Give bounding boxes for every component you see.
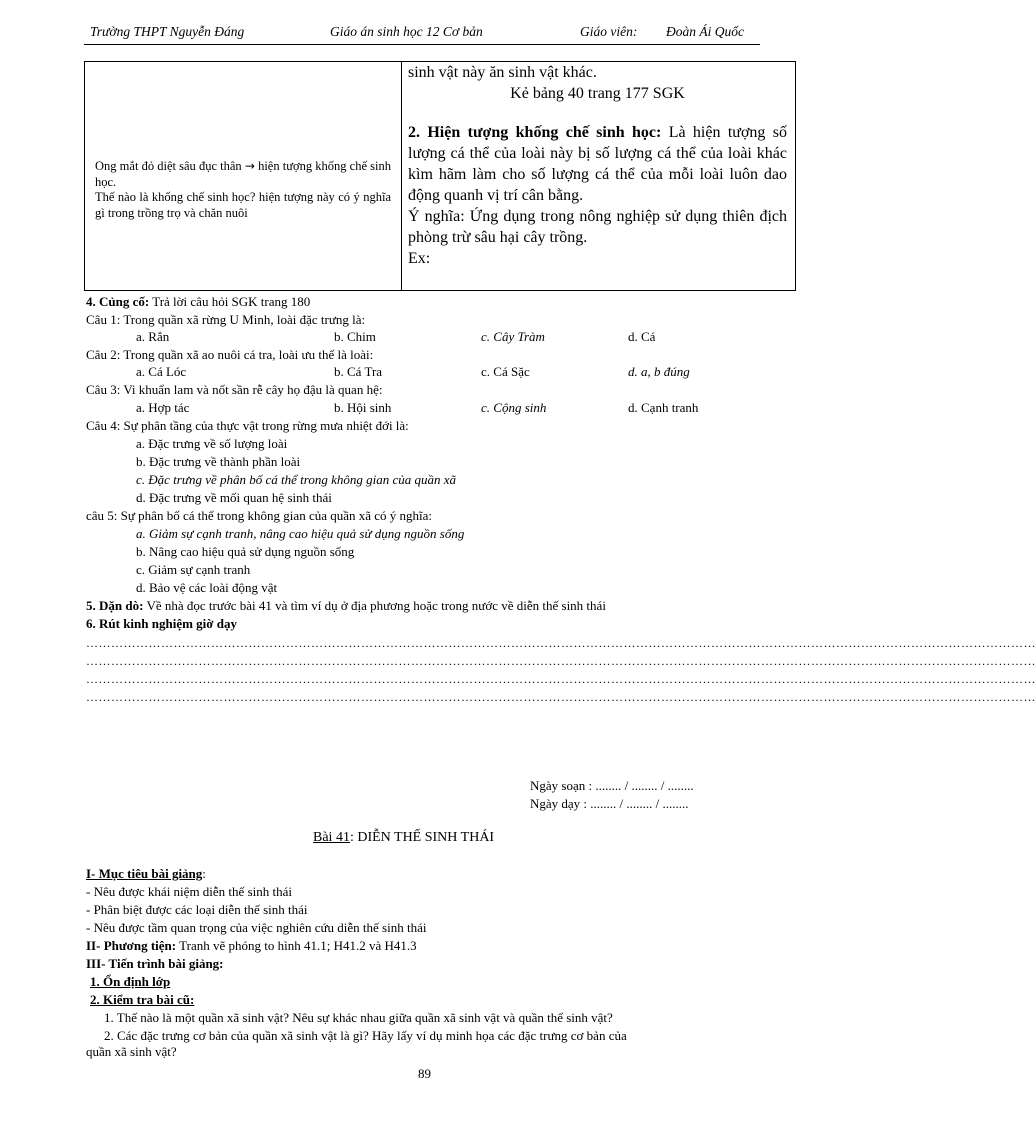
objective-2: - Phân biệt được các loại diễn thế sinh thái xyxy=(86,902,308,917)
left-line1: Ong mắt đỏ diệt sâu đục thân xyxy=(95,159,242,173)
q5-option-a: a. Giảm sự cạnh tranh, nâng cao hiệu quả sử dụng nguồn sống xyxy=(136,526,465,541)
q5-option-c: c. Giảm sự cạnh tranh xyxy=(136,562,251,577)
step-1: 1. Ổn định lớp xyxy=(90,974,171,989)
content-cell xyxy=(402,62,796,291)
means-text: Tranh vẽ phóng to hình 41.1; H41.2 và H41.3 xyxy=(179,938,417,953)
dotted-line: ………………………………………………………………………………………………………………………………………………………………………………………………………… xyxy=(86,654,1036,668)
dotted-line: ………………………………………………………………………………………………………………………………………………………………………………………………………… xyxy=(86,636,1036,650)
process-title: III- Tiến trình bài giảng: xyxy=(86,956,224,971)
teacher-name: Đoàn Ái Quốc xyxy=(666,24,744,39)
q2-option-b: b. Cá Tra xyxy=(334,364,383,379)
control-meaning: Ý nghĩa: Ứng dụng trong nông nghiệp sử dụng thiên địch phòng trừ sâu hại cây trồng. xyxy=(408,208,787,246)
review-heading xyxy=(86,294,310,310)
q3-option-b: b. Hội sinh xyxy=(334,400,392,415)
question-2: Câu 2: Trong quần xã ao nuôi cá tra, loài ưu thế là loài: xyxy=(86,347,374,362)
left-line1b: hiện tượng khống chế sinh học. xyxy=(95,159,391,189)
lesson-number: Bài 41 xyxy=(313,830,350,845)
arrow-icon: → xyxy=(244,159,255,173)
means xyxy=(86,938,417,954)
homework xyxy=(86,598,606,614)
step-2: 2. Kiểm tra bài cũ: xyxy=(90,992,195,1007)
q4-option-b: b. Đặc trưng về thành phần loài xyxy=(136,454,301,469)
q3-option-a: a. Hợp tác xyxy=(136,400,190,415)
q1-option-c: c. Cây Tràm xyxy=(481,329,545,344)
q1-option-a: a. Rắn xyxy=(136,329,170,344)
example-label: Ex: xyxy=(408,250,431,267)
subject-title: Giáo án sinh học 12 Cơ bản xyxy=(330,24,483,39)
q2-option-a: a. Cá Lóc xyxy=(136,364,187,379)
teacher-activity-cell xyxy=(85,62,402,291)
question-3: Câu 3: Vi khuẩn lam và nốt sần rễ cây họ đậu là quan hệ: xyxy=(86,382,383,397)
check-question-2b: quần xã sinh vật? xyxy=(86,1044,177,1059)
teach-date: Ngày dạy : ........ / ........ / ........ xyxy=(530,796,689,811)
q4-option-a: a. Đặc trưng về số lượng loài xyxy=(136,436,288,451)
review-title: 4. Củng cố: xyxy=(86,294,150,309)
q5-option-b: b. Nâng cao hiệu quả sử dụng nguồn sống xyxy=(136,544,355,559)
experience-title: 6. Rút kinh nghiệm giờ dạy xyxy=(86,616,237,631)
prep-date: Ngày soạn : ........ / ........ / ........ xyxy=(530,778,694,793)
q4-option-d: d. Đặc trưng về mối quan hệ sinh thái xyxy=(136,490,332,505)
review-title-rest: Trả lời câu hỏi SGK trang 180 xyxy=(152,294,311,309)
right-line2: Kẻ bảng 40 trang 177 SGK xyxy=(510,85,685,102)
objectives-title: I- Mục tiêu bài giảng xyxy=(86,866,203,881)
q2-option-c: c. Cá Sặc xyxy=(481,364,530,379)
left-line2: Thế nào là khống chế sinh học? hiện tượng này có ý nghĩa gì trong trồng trọ và chăn nuôi xyxy=(95,190,391,220)
lesson-table xyxy=(84,61,796,291)
control-heading: 2. Hiện tượng khống chế sinh học: xyxy=(408,124,662,141)
dotted-line: ………………………………………………………………………………………………………………………………………………………………………………………………………… xyxy=(86,672,1036,686)
question-5: câu 5: Sự phân bố cá thể trong không gian của quần xã có ý nghĩa: xyxy=(86,508,433,523)
control-definition: Là hiện tượng số lượng cá thể của loài này bị số lượng cá thể của loài khác kìm hãm làm cho số lượng cá thể của mỗi loài luôn dao động quanh vị trí cân bằng. xyxy=(408,124,787,204)
check-question-2a: 2. Các đặc trưng cơ bản của quần xã sinh vật là gì? Hãy lấy ví dụ minh họa các đặc trưng cơ bản của xyxy=(104,1028,627,1043)
q4-option-c: c. Đặc trưng về phân bố cá thể trong không gian của quần xã xyxy=(136,472,456,487)
q1-option-b: b. Chim xyxy=(334,329,376,344)
objective-3: - Nêu được tầm quan trọng của việc nghiên cứu diễn thế sinh thái xyxy=(86,920,427,935)
q5-option-d: d. Bảo vệ các loài động vật xyxy=(136,580,278,595)
check-question-1: 1. Thế nào là một quần xã sinh vật? Nêu sự khác nhau giữa quần xã sinh vật và quần thể sinh vật? xyxy=(104,1010,613,1025)
dotted-line: ………………………………………………………………………………………………………………………………………………………………………………………………………… xyxy=(86,690,1036,704)
means-title: II- Phương tiện: xyxy=(86,938,177,953)
teacher-label: Giáo viên: xyxy=(580,24,638,39)
q1-option-d: d. Cá xyxy=(628,329,656,344)
homework-title: 5. Dặn dò: xyxy=(86,598,144,613)
q2-option-d: d. a, b đúng xyxy=(628,364,690,379)
question-4: Câu 4: Sự phân tầng của thực vật trong rừng mưa nhiệt đới là: xyxy=(86,418,409,433)
objectives-heading xyxy=(86,866,206,882)
objective-1: - Nêu được khái niệm diễn thế sinh thái xyxy=(86,884,292,899)
page-number: 89 xyxy=(418,1066,431,1081)
page-header xyxy=(84,20,760,45)
lesson-name: : DIỄN THẾ SINH THÁI xyxy=(349,830,495,845)
question-1: Câu 1: Trong quần xã rừng U Minh, loài đặc trưng là: xyxy=(86,312,366,327)
right-line1: sinh vật này ăn sinh vật khác. xyxy=(408,64,597,81)
objectives-colon: : xyxy=(202,866,206,881)
lesson-title xyxy=(313,830,494,846)
homework-text: Về nhà đọc trước bài 41 và tìm ví dụ ở địa phương hoặc trong nước về diễn thế sinh thái xyxy=(146,598,606,613)
school-name: Trường THPT Nguyễn Đáng xyxy=(90,24,245,39)
q3-option-d: d. Cạnh tranh xyxy=(628,400,699,415)
q3-option-c: c. Cộng sinh xyxy=(481,400,547,415)
